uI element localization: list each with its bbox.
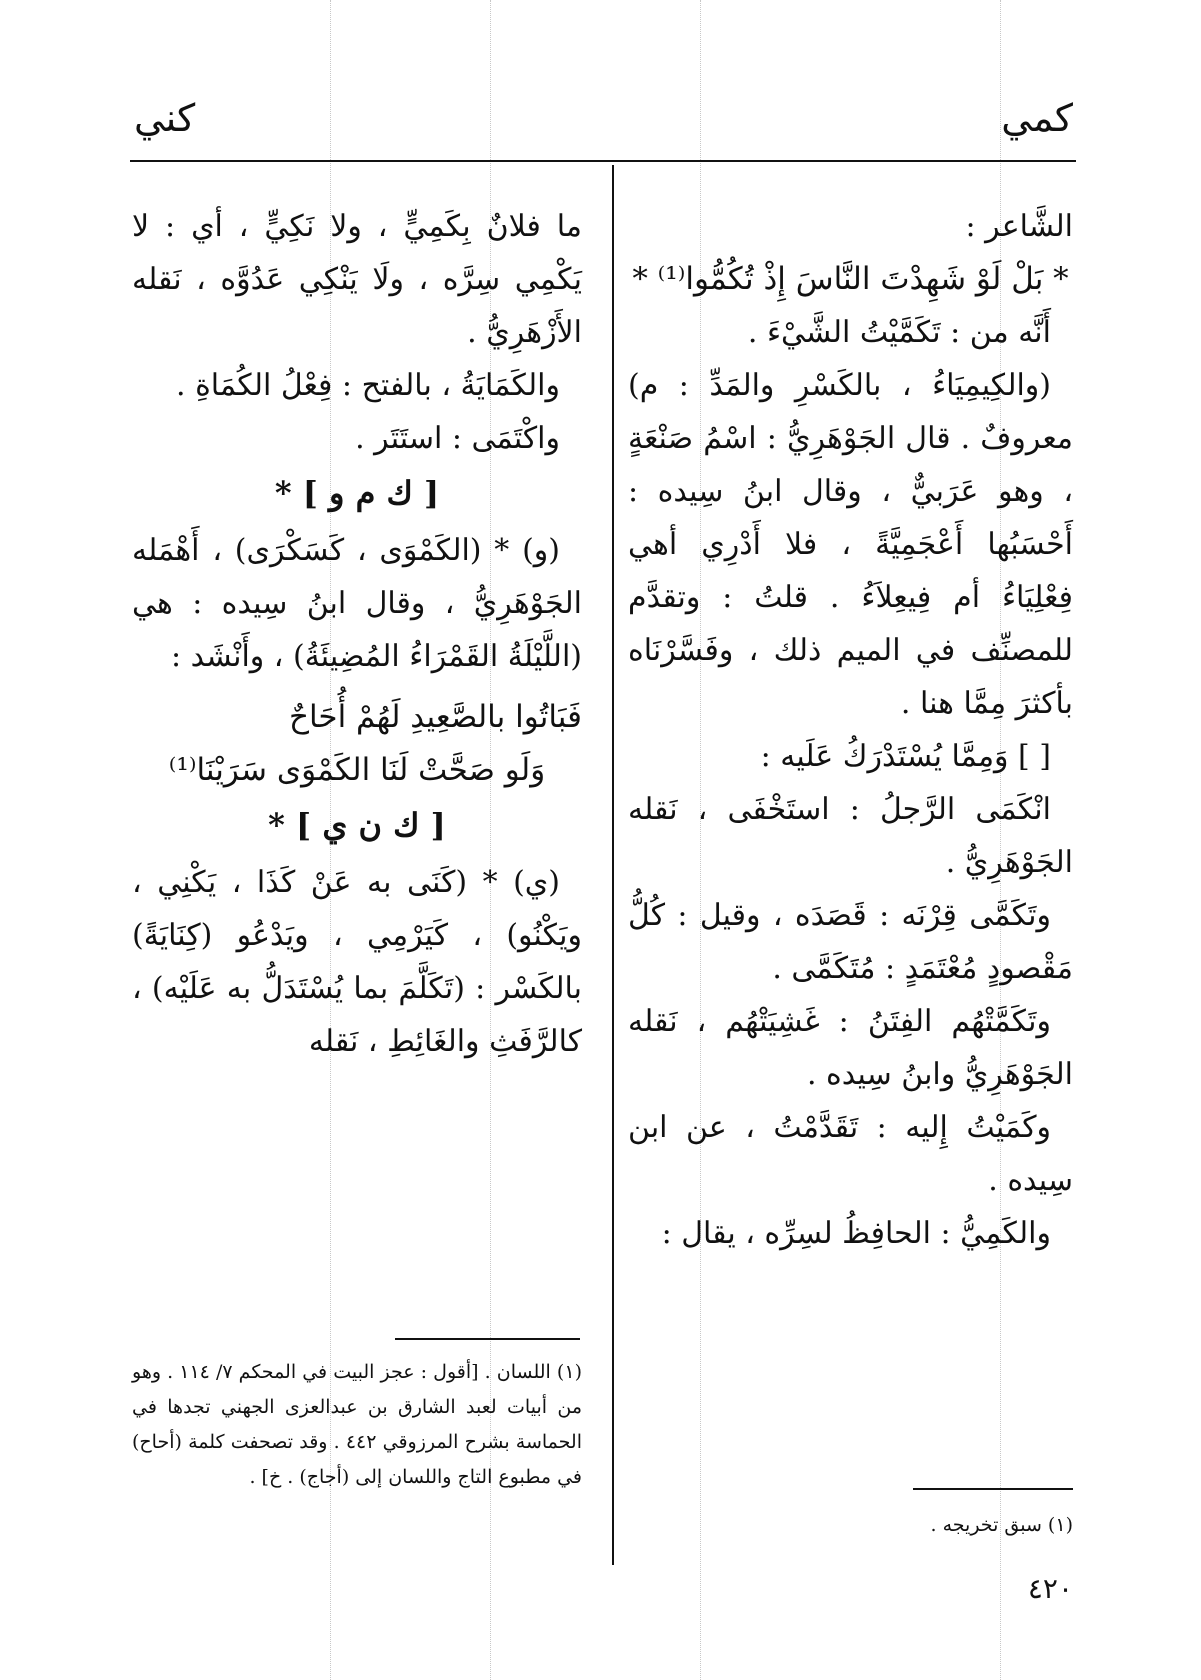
right-column — [628, 200, 1073, 1260]
entry-heading: [ ك ن ي ] * — [268, 806, 446, 844]
text-paragraph: وتَكَمَّى قِرْنَه : قَصَدَه ، وقيل : كُلُّ مَقْصودٍ مُعْتَمَدٍ : مُتَكَمَّى . — [628, 898, 1073, 986]
text-paragraph: والكَمِيُّ : الحافِظُ لسِرِّه ، يقال : — [661, 1216, 1051, 1251]
text-paragraph: واكْتَمَى : استَتَر . — [355, 421, 560, 456]
footnote-rule — [395, 1338, 580, 1340]
text-paragraph: وكَمَيْتُ إِليه : تَقَدَّمْتُ ، عن ابن سِيده . — [628, 1110, 1073, 1198]
text-paragraph: [ ] وَمِمَّا يُسْتَدْرَكُ عَلَيه : — [760, 739, 1051, 774]
text-paragraph: (والكِيمِيَاءُ ، بالكَسْرِ والمَدِّ : م) معروفٌ . قال الجَوْهَرِيُّ : اسْمُ صَنْعَةٍ ، وهو عَرَبيٌّ ، وقال ابنُ سِيده : أَحْسَبُها أَعْجَمِيَّةً ، فلا أَدْرِي أهي فِعْلِيَاءُ أم فِيعِلاَءُ . قلتُ : وتقدَّم للمصنِّف في الميم ذلك ، وفَسَّرْنَاه بأكثرَ مِمَّا هنا . — [628, 368, 1073, 721]
text-paragraph: وتَكَمَّتْهُم الفِتَنُ : غَشِيَتْهُم ، نَقله الجَوْهَرِيُّ وابنُ سِيده . — [628, 1004, 1073, 1092]
verse-first-hemistich: فَبَاتُوا بالصَّعِيدِ لَهُمْ أُحَاحٌ — [288, 699, 582, 735]
column-divider — [612, 165, 614, 1565]
text-paragraph: (ي) * (كَنَى به عَنْ كَذَا ، يَكْنِي ، ويَكْنُو) ، كَيَرْمِي ، ويَدْعُو (كِنَايَةً) بالكَسْر : (تَكَلَّمَ بما يُسْتَدَلُّ به عَلَيْه) ، كالرَّفَثِ والغَائِطِ ، نَقله — [132, 865, 582, 1059]
page-number: ٤٢٠ — [1027, 1572, 1073, 1605]
footnote-right: (١) سبق تخريجه . — [930, 1514, 1073, 1536]
verse-second-hemistich: وَلَو صَحَّتْ لَنَا الكَمْوَى سَرَيْنَا⁽¹⁾ — [168, 752, 546, 788]
footnote-rule — [913, 1488, 1073, 1490]
text-paragraph: انْكَمَى الرَّجلُ : استَخْفَى ، نَقله الجَوْهَرِيُّ . — [628, 792, 1073, 880]
poem-line: * بَلْ لَوْ شَهِدْتَ النَّاسَ إِذْ تُكُمُّوا⁽¹⁾ * — [632, 261, 1069, 297]
left-column — [132, 200, 582, 1068]
text-paragraph: أَنَّه من : تَكَمَّيْتُ الشَّيْءَ . — [747, 315, 1051, 350]
text-paragraph: ما فلانٌ بِكَمِيٍّ ، ولا نَكِيٍّ ، أي : لا يَكْمِي سِرَّه ، ولَا يَنْكِي عَدُوَّه ، نَقله الأَزْهَرِيُّ . — [132, 209, 582, 350]
header-rule — [130, 160, 1076, 162]
text-paragraph: والكَمَايَةُ ، بالفتح : فِعْلُ الكُمَاةِ . — [176, 368, 560, 403]
text-paragraph: (و) * (الكَمْوَى ، كَسَكْرَى) ، أَهْمَله الجَوْهَرِيُّ ، وقال ابنُ سِيده : هي (اللَّيْلَةُ القَمْرَاءُ المُضِيئَةُ) ، وأَنْشَد : — [132, 533, 582, 674]
running-head-right: كمي — [1001, 96, 1073, 140]
entry-heading: [ ك م و ] * — [274, 474, 440, 512]
footnote-left: (١) اللسان . [أقول : عجز البيت في المحكم ٧/ ١١٤ . وهو من أبيات لعبد الشارق بن عبدالعزى الجهني تجدها في الحماسة بشرح المرزوقي ٤٤٢ . وقد تصحفت كلمة (أحاح) في مطبوع التاج واللسان إلى (أجاج) . خ] . — [132, 1361, 582, 1488]
running-head-left: كني — [134, 96, 196, 140]
text-line: الشَّاعر : — [965, 209, 1073, 244]
